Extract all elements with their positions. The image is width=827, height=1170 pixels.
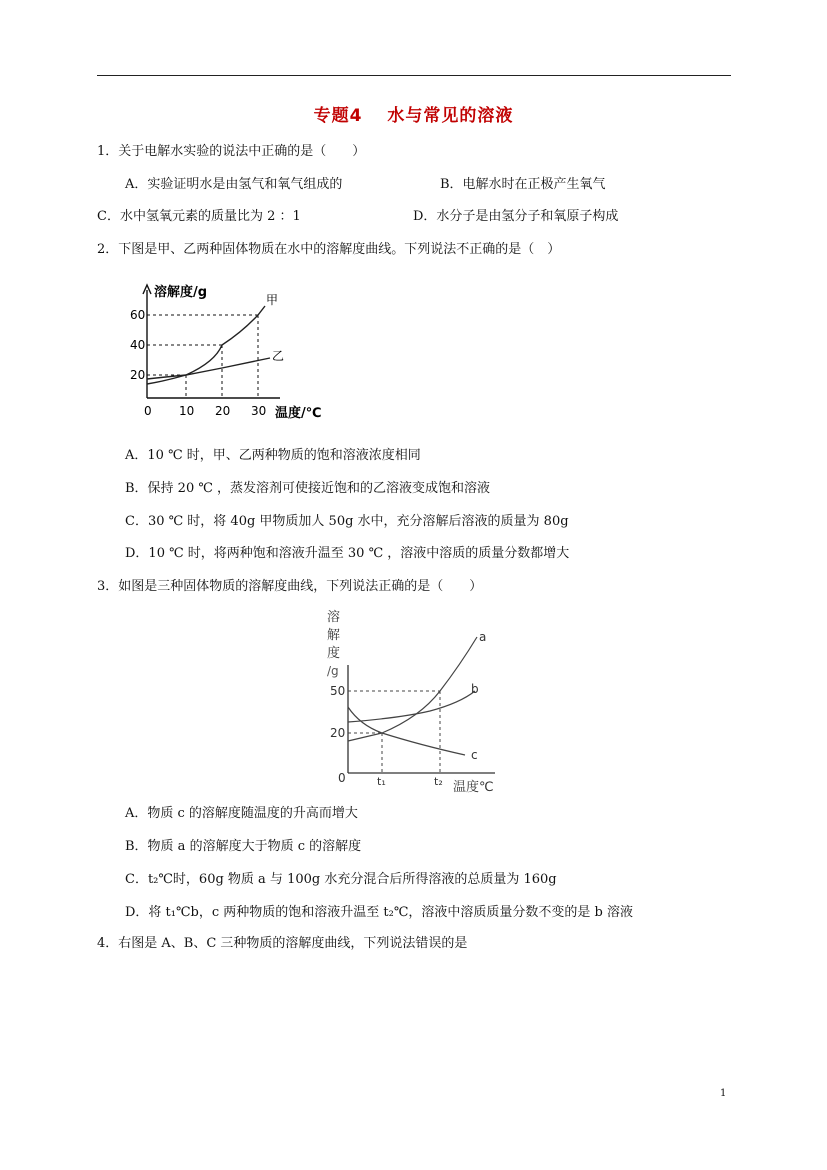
q1-option-b: B．电解水时在正极产生氧气 (440, 177, 606, 192)
chart2-ylabel-char-3: 度 (327, 646, 341, 661)
q3-solubility-chart (320, 605, 510, 795)
q3-stem: 3．如图是三种固体物质的溶解度曲线，下列说法正确的是（ ） (97, 579, 483, 594)
chart1-xlabel: 温度/℃ (275, 406, 322, 421)
chart1-label-yi: 乙 (272, 349, 285, 363)
q3-option-b: B．物质 a 的溶解度大于物质 c 的溶解度 (125, 839, 362, 854)
chart2-ytick-20: 20 (330, 726, 346, 740)
chart2-xtick-t1: t₁ (377, 775, 386, 788)
chart1-ytick-60: 60 (130, 308, 146, 322)
chart2-ytick-50: 50 (330, 684, 346, 698)
q2-option-a: A．10 ℃ 时，甲、乙两种物质的饱和溶液浓度相同 (125, 448, 421, 463)
series-jia-curve-upper (222, 306, 265, 345)
q3-option-c: C．t₂℃时，60g 物质 a 与 100g 水充分混合后所得溶液的总质量为 160g (125, 872, 557, 887)
chart1-xtick-30: 30 (251, 404, 267, 418)
chart2-origin: 0 (338, 771, 346, 785)
page-number: 1 (720, 1088, 727, 1099)
chart1-label-jia: 甲 (266, 293, 279, 307)
chart1-ytick-40: 40 (130, 338, 146, 352)
chart2-xlabel: 温度℃ (453, 780, 494, 795)
q2-solubility-chart (120, 280, 322, 421)
chart2-ylabel-char-1: 溶 (327, 610, 341, 625)
chart2-ylabel-char-2: 解 (327, 628, 341, 643)
q1-option-d: D．水分子是由氢分子和氧原子构成 (413, 209, 619, 224)
q2-option-c: C．30 ℃ 时，将 40g 甲物质加人 50g 水中，充分溶解后溶液的质量为 80g (125, 514, 569, 529)
chart2-label-b: b (471, 682, 479, 696)
q4-stem: 4．右图是 A、B、C 三种物质的溶解度曲线，下列说法错误的是 (97, 936, 468, 951)
q3-option-a: A．物质 c 的溶解度随温度的升高而增大 (125, 806, 358, 821)
q3-option-d: D．将 t₁℃b，c 两种物质的饱和溶液升温至 t₂℃，溶液中溶质质量分数不变的是 b 溶液 (125, 905, 633, 920)
q1-stem: 1．关于电解水实验的说法中正确的是（ ） (97, 144, 366, 159)
q2-option-b: B．保持 20 ℃ ，蒸发溶剂可使接近饱和的乙溶液变成饱和溶液 (125, 481, 491, 496)
chart2-label-a: a (479, 630, 487, 644)
chart1-ytick-20: 20 (130, 368, 146, 382)
header-rule (97, 75, 731, 76)
chart1-ylabel: 溶解度/g (154, 285, 208, 300)
q1-option-a: A．实验证明水是由氢气和氧气组成的 (125, 177, 343, 192)
q2-option-d: D．10 ℃ 时，将两种饱和溶液升温至 30 ℃ ，溶液中溶质的质量分数都增大 (125, 546, 570, 561)
chart2-xtick-t2: t₂ (434, 775, 443, 788)
chart2-label-c: c (471, 748, 478, 762)
chart2-ylabel-char-4: /g (327, 664, 339, 678)
page-title: 专题4 水与常见的溶液 (313, 106, 514, 126)
chart1-xtick-0: 0 (144, 404, 152, 418)
q2-stem: 2．下图是甲、乙两种固体物质在水中的溶解度曲线。下列说法不正确的是（ ） (97, 242, 561, 257)
q1-option-c: C．水中氢氧元素的质量比为 2 ：1 (97, 209, 301, 224)
chart1-xtick-10: 10 (179, 404, 195, 418)
chart1-xtick-20: 20 (215, 404, 231, 418)
series-c-curve (348, 707, 465, 755)
